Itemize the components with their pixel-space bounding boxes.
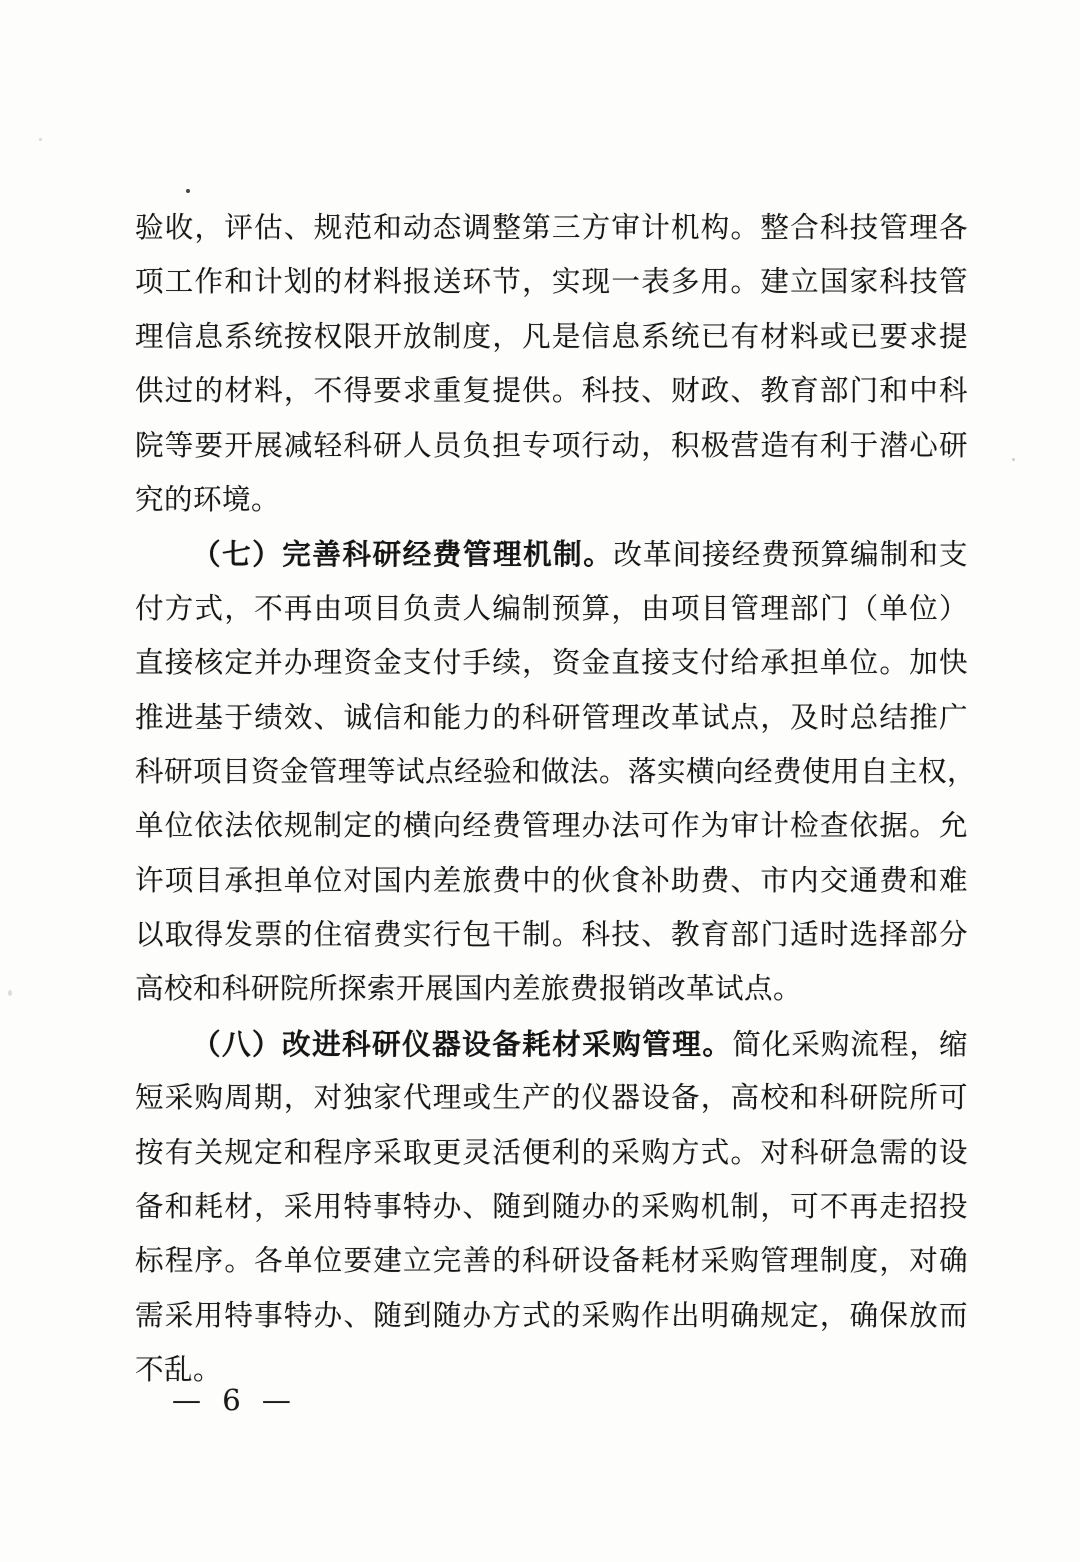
text-line: 不乱。 <box>135 1353 223 1387</box>
page-number: — 6 — <box>172 1383 297 1417</box>
text-line <box>135 527 968 581</box>
text-line <box>135 1017 968 1071</box>
text-line: 备和耗材，采用特事特办、随到随办的采购机制，可不再走招投 <box>135 1190 968 1224</box>
text-line: 高校和科研院所探索开展国内差旅费报销改革试点。 <box>135 972 803 1006</box>
text-line: 究的环境。 <box>135 482 281 516</box>
text-line: 项工作和计划的材料报送环节，实现一表多用。建立国家科技管 <box>135 265 968 299</box>
text-line: 验收，评估、规范和动态调整第三方审计机构。整合科技管理各 <box>135 211 968 244</box>
scan-speck <box>8 990 12 996</box>
text-line: 短采购周期，对独家代理或生产的仪器设备，高校和科研院所可 <box>135 1081 968 1115</box>
text-line: 推进基于绩效、诚信和能力的科研管理改革试点，及时总结推广 <box>135 700 968 734</box>
paragraph-1 <box>135 201 968 527</box>
text-line: 付方式，不再由项目负责人编制预算，由项目管理部门（单位） <box>135 591 968 625</box>
text-line: 按有关规定和程序采取更灵活便利的采购方式。对科研急需的设 <box>135 1135 968 1169</box>
text-line: 直接核定并办理资金支付手续，资金直接支付给承担单位。加快 <box>135 646 968 680</box>
text-line: 科研项目资金管理等试点经验和做法。落实横向经费使用自主权， <box>135 754 977 788</box>
text-line: 理信息系统按权限开放制度，凡是信息系统已有材料或已要求提 <box>135 319 968 353</box>
text-line: 院等要开展减轻科研人员负担专项行动，积极营造有利于潜心研 <box>135 428 968 462</box>
section-heading-text: （八）改进科研仪器设备耗材采购管理。 <box>192 1026 733 1061</box>
text-line: 供过的材料，不得要求重复提供。科技、财政、教育部门和中科 <box>135 374 968 408</box>
scan-speck <box>1012 458 1015 461</box>
text-line: 需采用特事特办、随到随办方式的采购作出明确规定，确保放而 <box>135 1298 968 1332</box>
scan-speck <box>39 138 42 141</box>
scan-speck <box>186 189 190 193</box>
body-text: 简化采购流程，缩 <box>732 1027 968 1061</box>
text-line: 单位依法依规制定的横向经费管理办法可作为审计检查依据。允 <box>135 809 968 843</box>
document-text-block <box>135 201 977 1398</box>
text-line: 标程序。各单位要建立完善的科研设备耗材采购管理制度，对确 <box>135 1244 968 1278</box>
paragraph-3 <box>135 1017 968 1398</box>
section-heading-text: （七）完善科研经费管理机制。 <box>192 537 614 572</box>
body-text: 改革间接经费预算编制和支 <box>613 538 968 572</box>
text-line: 许项目承担单位对国内差旅费中的伙食补助费、市内交通费和难 <box>135 863 968 897</box>
paragraph-2 <box>135 527 977 1017</box>
text-line: 以取得发票的住宿费实行包干制。科技、教育部门适时选择部分 <box>135 918 968 952</box>
